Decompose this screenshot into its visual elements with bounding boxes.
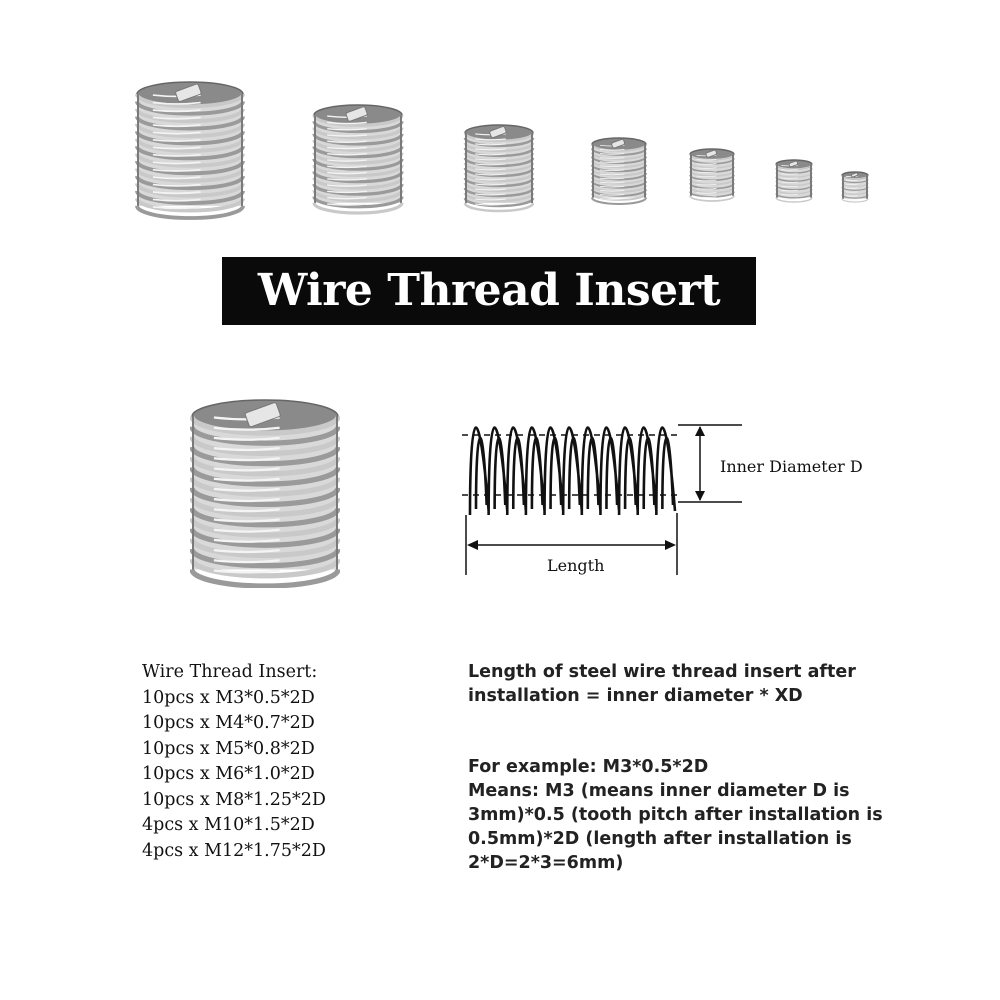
- coil-image-m5: [688, 147, 736, 203]
- coil-image-m4: [774, 158, 814, 204]
- arrowhead-left-icon: [467, 540, 478, 550]
- coil-image-m3: [840, 170, 870, 204]
- coil-image-m12: [135, 80, 245, 220]
- coil-image-large: [190, 398, 340, 588]
- spec-item: 4pcs x M12*1.75*2D: [142, 840, 326, 861]
- explanation-block: [468, 660, 968, 875]
- spec-item: 10pcs x M4*0.7*2D: [142, 713, 315, 733]
- spec-item: 4pcs x M10*1.5*2D: [142, 815, 315, 835]
- thread-insert-diagram: [440, 385, 890, 585]
- spec-item: 10pcs x M8*1.25*2D: [142, 789, 326, 810]
- arrowhead-down-icon: [695, 491, 705, 501]
- coil-image-m8: [463, 123, 535, 213]
- spec-item: 10pcs x M5*0.8*2D: [142, 738, 315, 759]
- spec-item: 10pcs x M6*1.0*2D: [142, 764, 315, 784]
- formula-text: Length of steel wire thread insert after installation = inner diameter * XD: [468, 662, 856, 706]
- coil-image-m10: [312, 103, 404, 215]
- spec-list: [142, 660, 422, 864]
- coil-size-row: [0, 0, 1000, 240]
- arrowhead-up-icon: [695, 426, 705, 436]
- spring-drawing: [462, 427, 680, 515]
- spec-list-heading: Wire Thread Insert:: [142, 662, 318, 682]
- coil-image-m6: [590, 136, 648, 206]
- inner-diameter-label: Inner Diameter D: [720, 457, 863, 476]
- title-banner: [222, 257, 756, 325]
- page-title: Wire Thread Insert: [257, 265, 721, 316]
- spec-item: 10pcs x M3*0.5*2D: [142, 687, 315, 708]
- length-label: Length: [547, 556, 605, 575]
- arrowhead-right-icon: [665, 540, 676, 550]
- example-text: For example: M3*0.5*2D Means: M3 (means inner diameter D is 3mm)*0.5 (tooth pitch after installation is 0.5mm)*2D (length after installation is 2*D=2*3=6mm): [468, 757, 883, 873]
